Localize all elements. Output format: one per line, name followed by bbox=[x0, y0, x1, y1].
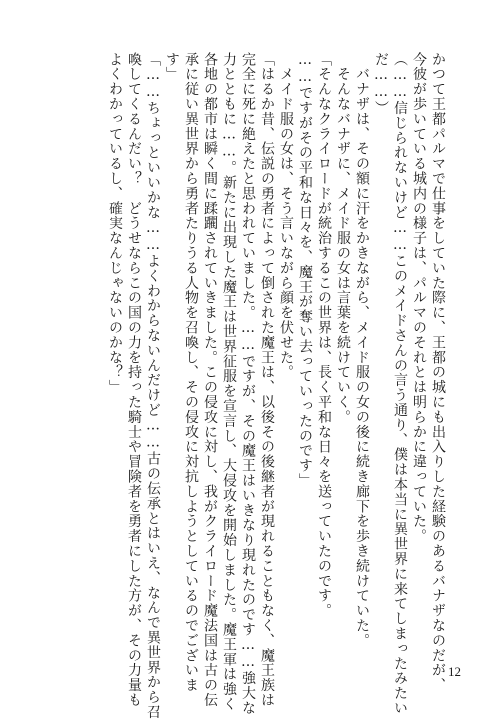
text-line: バナザは、その額に汗をかきながら、メイド服の女の後に続き廊下を歩き続けていた。 bbox=[354, 52, 370, 648]
text-line: 承に従い異世界から勇者たりうる人物を召喚し、その侵攻に対抗しようとしているのでございま bbox=[183, 52, 199, 693]
text-line: （……信じられないけど……このメイドさんの言う通り、僕は本当に異世界に来てしまったみたい bbox=[392, 52, 408, 716]
text-line: メイド服の女は、そう言いながら顔を伏せた。 bbox=[278, 52, 294, 380]
text-line: よくわかっているし、確実なんじゃないのかな？」 bbox=[107, 52, 123, 395]
text-line: 「そんなクライロードが統治するこの世界は、長く平和な日々を送っていたのです。 bbox=[316, 52, 332, 619]
text-line: ……ですがその平和な日々を、魔王が奪い去っていったのです」 bbox=[297, 52, 313, 489]
text-line: だ……） bbox=[373, 52, 389, 116]
text-line: 完全に死に絶えたと思われていました。……ですが、その魔王はいきなり現れたのです……強大な bbox=[240, 52, 256, 716]
text-line: そんなバナザに、メイド服の女は言葉を続けていく。 bbox=[335, 52, 351, 425]
text-line: 今彼が歩いている城内の様子は、パルマのそれとは明らかに違っていた。 bbox=[411, 52, 427, 544]
page-number: 12 bbox=[448, 664, 461, 679]
text-line: 「……ちょっといいかな……よくわからないんだけど……古の伝承とはいえ、なんで異世界から召 bbox=[145, 52, 161, 720]
text-line: 力とともに……。新たに出現した魔王は世界征服を宣言し、大侵攻を開始しました。魔王軍は強く bbox=[221, 52, 237, 712]
text-line: 各地の都市は瞬く間に蹂躙されていきました。この侵攻に対し、我がクライロード魔法国は古の伝 bbox=[202, 52, 218, 708]
text-line: す」 bbox=[164, 52, 180, 82]
text-line: かつて王都パルマで仕事をしていた際に、王都の城にも出入りした経験のあるバナザなのだが、 bbox=[430, 52, 446, 693]
text-line: 喚してくるんだい？ どうせならこの国の力を持った騎士や冒険者を勇者にした方が、その力量も bbox=[126, 52, 142, 708]
text-line: 「はるか昔、伝説の勇者によって倒された魔王は、以後その後継者が現れることもなく、魔王族は bbox=[259, 52, 275, 708]
